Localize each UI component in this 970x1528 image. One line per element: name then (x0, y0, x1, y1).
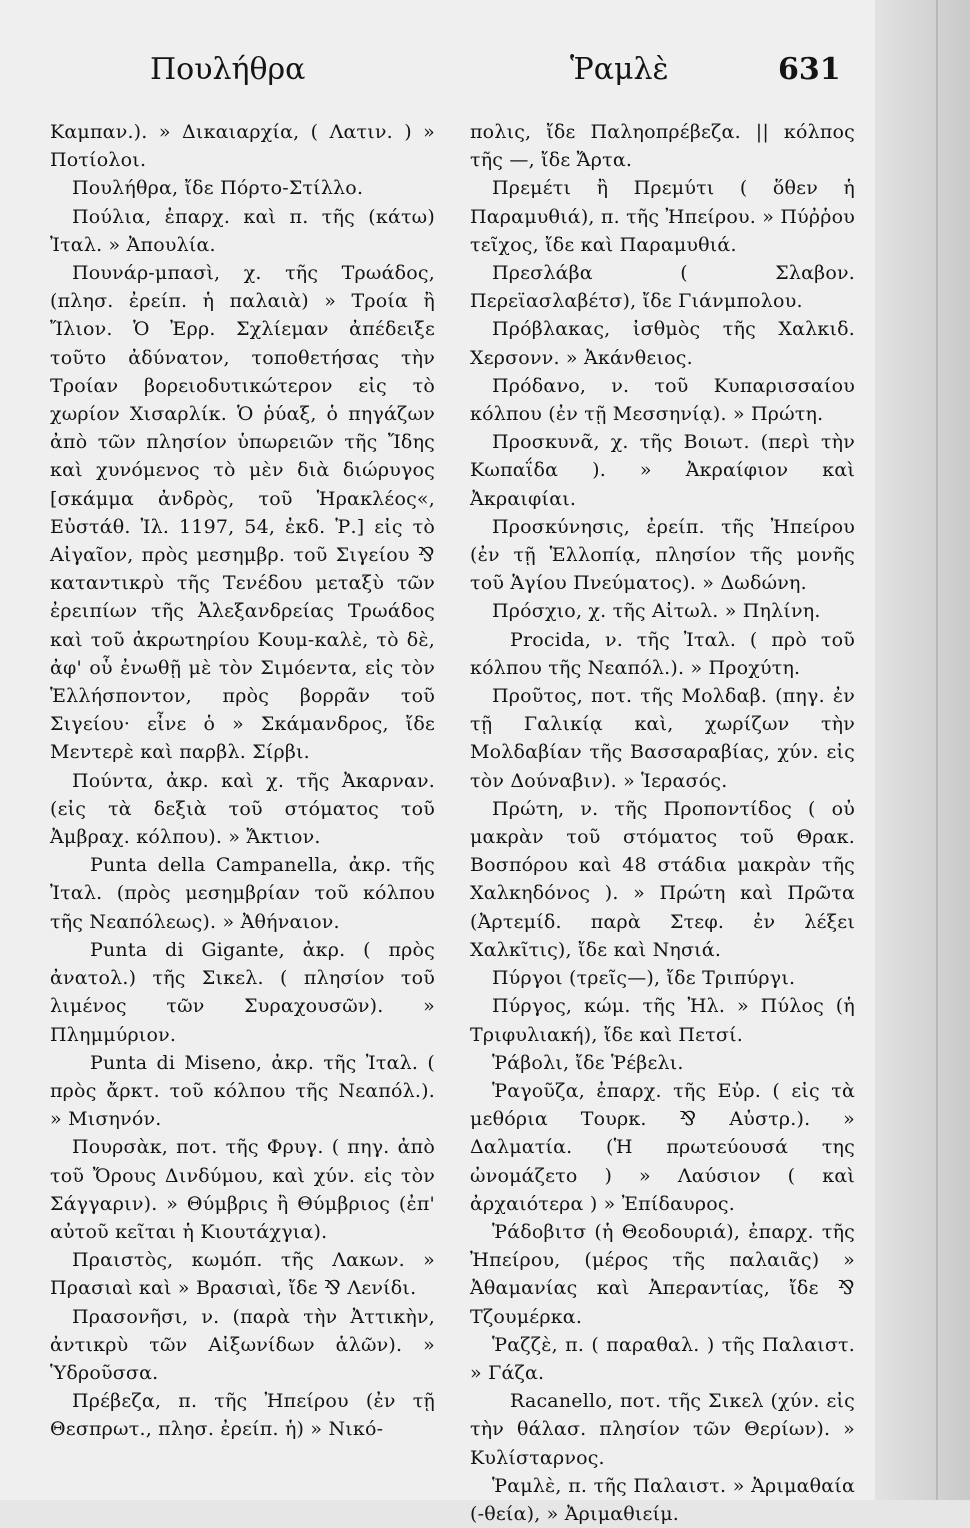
left-column (50, 118, 435, 1444)
dictionary-entry: Πούλια, ἐπαρχ. καὶ π. τῆς (κάτω) Ἰταλ. » Ἀπουλία. (50, 205, 435, 256)
dictionary-entry: Προσκύνησις, ἐρείπ. τῆς Ἠπείρου (ἐν τῇ Ἑλλοπίᾳ, πλησίον τῆς μονῆς τοῦ Ἁγίου Πνεύματος). » Δωδώνη. (470, 515, 855, 595)
dictionary-entry: Ῥάδοβιτσ (ἡ Θεοδουριά), ἐπαρχ. τῆς Ἠπείρου, (μέρος τῆς παλαιᾶς) » Ἀθαμανίας καὶ Ἀπεραντίας, ἴδε ⅋ Τζουμέρκα. (470, 1220, 855, 1328)
dictionary-entry: Punta di Miseno, ἀκρ. τῆς Ἰταλ. ( πρὸς ἄρκτ. τοῦ κόλπου τῆς Νεαπόλ.). » Μισηνόν. (50, 1051, 435, 1131)
dictionary-entry: Procida, ν. τῆς Ἰταλ. ( πρὸ τοῦ κόλπου τῆς Νεαπόλ.). » Προχύτη. (470, 628, 855, 679)
dictionary-entry: Πρασονῆσι, ν. (παρὰ τὴν Ἀττικὴν, ἀντικρὺ τῶν Αἰξωνίδων ἁλῶν). » Ὑδροῦσσα. (50, 1305, 435, 1384)
dictionary-entry: Ῥάβολι, ἴδε Ῥέβελι. (492, 1051, 684, 1074)
page-number: 631 (778, 52, 841, 87)
dictionary-entry: Ῥαζζὲ, π. ( παραθαλ. ) τῆς Παλαιστ. » Γάζα. (470, 1333, 855, 1384)
dictionary-entry: Πούντα, ἀκρ. καὶ χ. τῆς Ἀκαρναν. (εἰς τὰ δεξιὰ τοῦ στόματος τοῦ Ἀμβραχ. κόλπου). » Ἄκτιον. (50, 769, 435, 849)
dictionary-entry: Ῥαγοῦζα, ἐπαρχ. τῆς Εὐρ. ( εἰς τὰ μεθόρια Τουρκ. ⅋ Αὐστρ.). » Δαλματία. (Ἡ πρωτεύουσά της ὠνομάζετο ) » Λαύσιον ( καὶ ἀρχαιότερα ) » Ἐπίδαυρος. (470, 1079, 855, 1215)
dictionary-entry: πολις, ἴδε Παληοπρέβεζα. || κόλπος τῆς —, ἴδε Ἄρτα. (470, 121, 855, 172)
dictionary-entry: Ῥαμλὲ, π. τῆς Παλαιστ. » Ἀριμαθαία (-θεία), » Ἀριμαθιείμ. (470, 1474, 855, 1525)
dictionary-entry: Καμπαν.). » Δικαιαρχία, ( Λατιν. ) » Ποτίολοι. (50, 121, 435, 172)
dictionary-entry: Πύργος, κώμ. τῆς Ἠλ. » Πύλος (ἡ Τριφυλιακή), ἴδε καὶ Πετσί. (470, 995, 855, 1046)
dictionary-entry: Punta di Gigante, ἀκρ. ( πρὸς ἀνατολ.) τῆς Σικελ. ( πλησίον τοῦ λιμένος τῶν Συραχουσῶν). » Πλημμύριον. (50, 938, 435, 1046)
page-edge-shadow (936, 0, 938, 1500)
dictionary-entry: Πρώτη, ν. τῆς Προποντίδος ( οὐ μακρὰν τοῦ στόματος τοῦ Θρακ. Βοσπόρου καὶ 48 στάδια μακρὰν τῆς Χαλκηδόνος ). » Πρώτη καὶ Πρῶτα (Ἀρτεμίδ. παρὰ Στεφ. ἐν λέξει Χαλκῖτις), ἴδε καὶ Νησιά. (470, 797, 855, 961)
adjacent-page-edge (875, 0, 970, 1500)
dictionary-entry: Προσκυνᾶ, χ. τῆς Βοιωτ. (περὶ τὴν Κωπαΐδα ). » Ἀκραίφιον καὶ Ἀκραιφίαι. (470, 431, 855, 510)
dictionary-entry: Πραιστὸς, κωμόπ. τῆς Λακων. » Πρασιαὶ καὶ » Βρασιαὶ, ἴδε ⅋ Λενίδι. (50, 1249, 435, 1300)
dictionary-entry: Πρεσλάβα ( Σλαβον. Περεϊασλαβέτσ), ἴδε Γιάνμπολου. (470, 262, 855, 313)
dictionary-entry: Πύργοι (τρεῖς—), ἴδε Τριπύργι. (492, 967, 796, 990)
dictionary-entry: Πουρσὰκ, ποτ. τῆς Φρυγ. ( πηγ. ἀπὸ τοῦ Ὄρους Δινδύμου, καὶ χύν. εἰς τὸν Σάγγαριν). » Θύμβρις ἢ Θύμβριος (ἐπ' αὐτοῦ κεῖται ἡ Κιουτάχγια). (50, 1136, 435, 1243)
header-right-guideword: Ῥαμλὲ (570, 52, 669, 87)
dictionary-entry: Πουλήθρα, ἴδε Πόρτο-Στίλλο. (72, 177, 364, 200)
dictionary-entry: Πρέβεζα, π. τῆς Ἠπείρου (ἐν τῇ Θεσπρωτ., πλησ. ἐρείπ. ἡ) » Νικό- (50, 1390, 435, 1441)
dictionary-entry: Πρεμέτι ἢ Πρεμύτι ( ὅθεν ἡ Παραμυθιά), π. τῆς Ἠπείρου. » Πύῤῥου τεῖχος, ἴδε καὶ Παραμυθιά. (470, 177, 855, 256)
dictionary-entry: Πρόβλακας, ἰσθμὸς τῆς Χαλκιδ. Χερσονν. » Ἀκάνθειος. (470, 318, 855, 369)
dictionary-entry: Πουνάρ-μπασὶ, χ. τῆς Τρωάδος, (πλησ. ἐρείπ. ἡ παλαιὰ) » Τροία ἢ Ἴλιον. Ὁ Ἐρρ. Σχλίεμαν ἀπέδειξε τοῦτο ἀδύνατον, τοποθετήσας τὴν Τροίαν βορειοδυτικώτερον εἰς τὸ χωρίον Χισαρλίκ. Ὁ ῥύαξ, ὁ πηγάζων ἀπὸ τῶν πλησίον ὑπωρειῶν τῆς Ἴδης καὶ χυνόμενος τὸ μὲν διὰ διώρυγος [σκάμμα ἀνδρὸς, τοῦ Ἡρακλέος«, Εὐστάθ. Ἰλ. 1197, 54, ἐκδ. Ῥ.] εἰς τὸ Αἰγαῖον, πρὸς μεσημβρ. τοῦ Σιγείου ⅋ καταντικρὺ τῆς Τενέδου μεταξὺ τῶν ἐρειπίων τῆς Ἀλεξανδρείας Τρωάδος καὶ τοῦ ἀκρωτηρίου Κουμ-καλὲ, τὸ δὲ, ἀφ' οὗ ἐνωθῇ μὲ τὸν Σιμόεντα, εἰς τὸν Ἑλλήσποντον, πρὸς βορρᾶν τοῦ Σιγείου· εἶνε ὁ » Σκάμανδρος, ἴδε Μεντερὲ καὶ παρβλ. Σίρβι. (50, 262, 435, 764)
dictionary-entry: Προῦτος, ποτ. τῆς Μολδαβ. (πηγ. ἐν τῇ Γαλικίᾳ καὶ, χωρίζων τὴν Μολδαβίαν τῆς Βασσαραβίας, χύν. εἰς τὸν Δούναβιν). » Ἱερασός. (470, 685, 855, 792)
right-column (470, 118, 855, 1528)
header-left-guideword: Πουλήθρα (150, 52, 306, 87)
dictionary-entry: Πρόσχιο, χ. τῆς Αἰτωλ. » Πηλίνη. (492, 600, 821, 623)
dictionary-entry: Punta della Campanella, ἀκρ. τῆς Ἰταλ. (πρὸς μεσημβρίαν τοῦ κόλπου τῆς Νεαπόλεως). » Ἀθήναιον. (50, 854, 435, 933)
dictionary-entry: Racanello, ποτ. τῆς Σικελ (χύν. εἰς τὴν θάλασ. πλησίον τῶν Θερίων). » Κυλίσταρνος. (470, 1390, 855, 1469)
dictionary-entry: Πρόδανο, ν. τοῦ Κυπαρισσαίου κόλπου (ἐν τῇ Μεσσηνίᾳ). » Πρώτη. (470, 374, 855, 426)
running-header (0, 52, 900, 102)
